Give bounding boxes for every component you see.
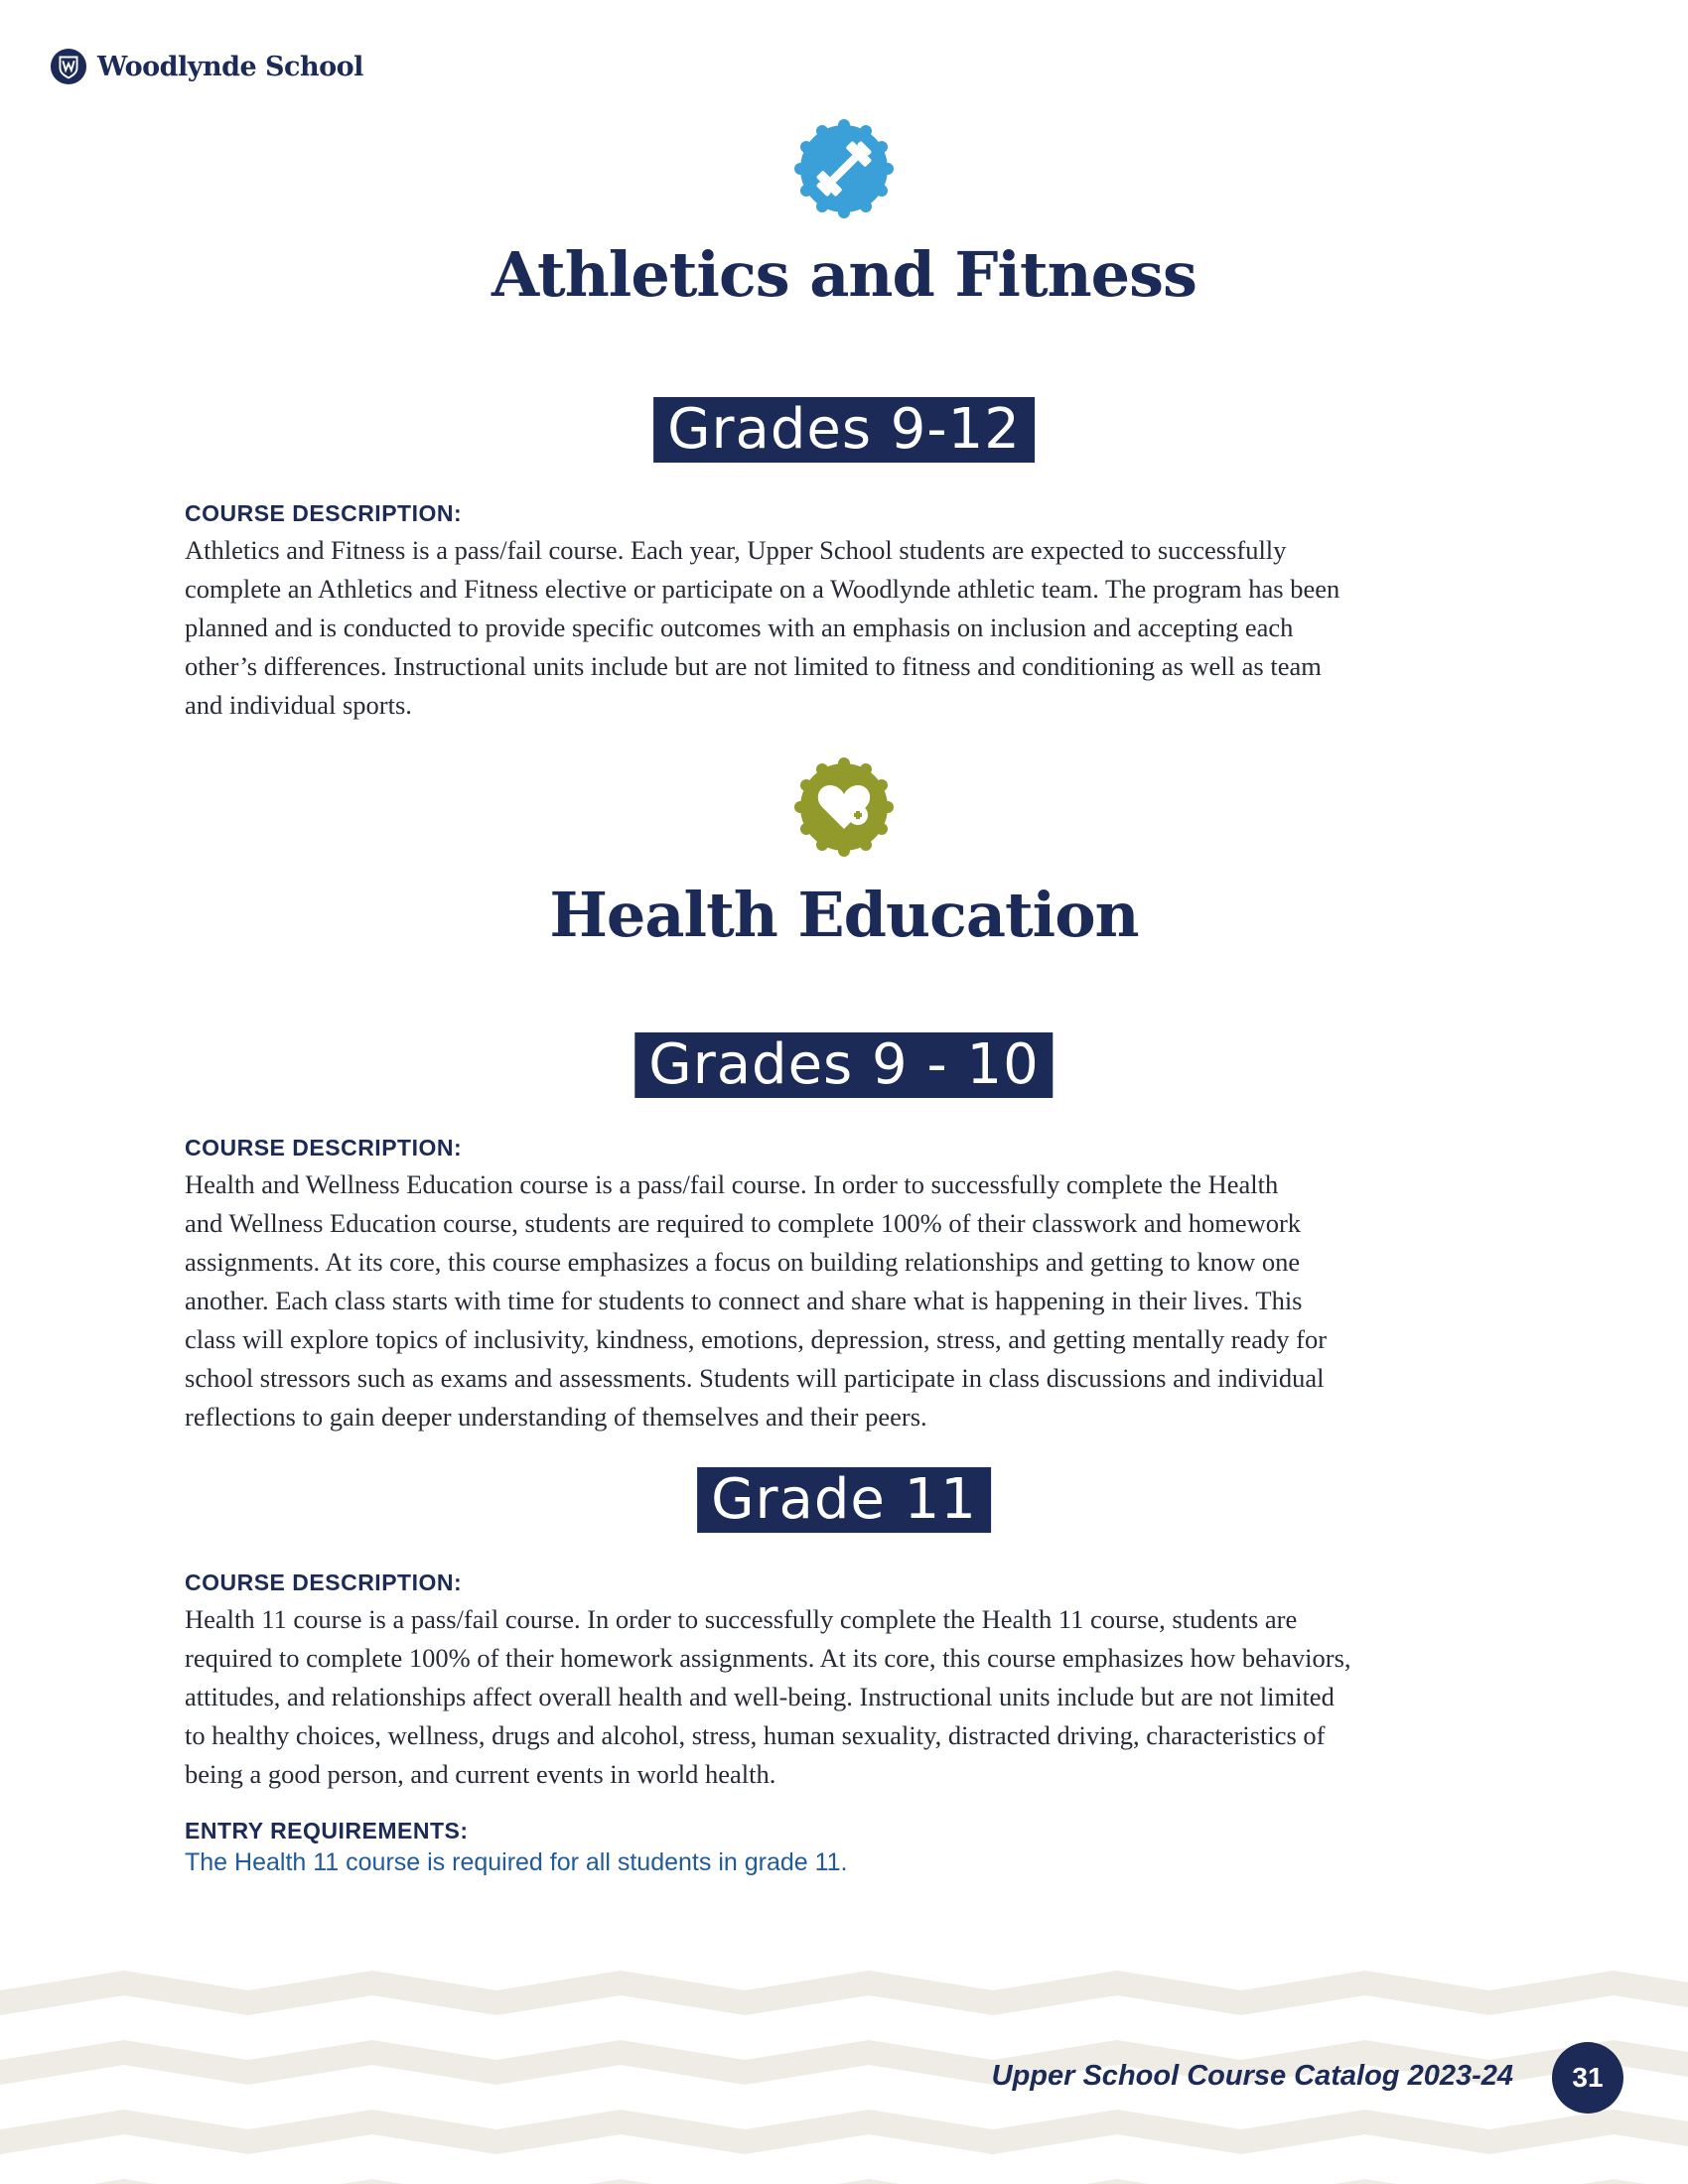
school-name: Woodlynde School bbox=[97, 51, 363, 82]
athletics-description: Athletics and Fitness is a pass/fail course. Each year, Upper School students are expected to successfully complete an Athletics and Fitness elective or participate on a Woodlynde athletic team. The program has been planned and is conducted to provide specific outcomes with an emphasis on inclusion and accepting each other’s differences. Instructional units include but are not limited to fitness and conditioning as well as team and individual sports. bbox=[185, 535, 1340, 720]
catalog-title: Upper School Course Catalog 2023-24 bbox=[991, 2060, 1513, 2092]
grade-heading-9-12: Grades 9-12 bbox=[653, 397, 1035, 463]
school-crest-icon bbox=[50, 48, 87, 85]
course-description-label: COURSE DESCRIPTION: bbox=[185, 1570, 463, 1595]
entry-requirements-text: The Health 11 course is required for all students in grade 11. bbox=[185, 1848, 848, 1876]
health-11-description: Health 11 course is a pass/fail course. In order to successfully complete the Health 11 course, students are required to complete 100% of their homework assignments. At its core, this course emphasizes how behaviors, attitudes, and relationships affect overall health and well-being. Instructional units include but are not limited to healthy choices, wellness, drugs and alcohol, stress, human sexuality, distracted driving, characteristics of being a good person, and current events in world health. bbox=[185, 1604, 1351, 1789]
dumbbell-icon bbox=[794, 119, 894, 218]
course-description-label: COURSE DESCRIPTION: bbox=[185, 500, 463, 526]
course-description-label: COURSE DESCRIPTION: bbox=[185, 1135, 463, 1160]
grade-heading-9-10: Grades 9 - 10 bbox=[634, 1032, 1053, 1098]
grade-heading-11: Grade 11 bbox=[697, 1467, 991, 1533]
heart-plus-icon bbox=[794, 757, 894, 857]
page-number: 31 bbox=[1552, 2042, 1623, 2114]
health-9-10-description: Health and Wellness Education course is a pass/fail course. In order to successfully complete the Health and Wellness Education course, students are required to complete 100% of their classwork and homework assignments. At its core, this course emphasizes a focus on building relationships and getting to know one another. Each class starts with time for students to connect and share what is happening in their lives. This class will explore topics of inclusivity, kindness, emotions, depression, stress, and getting mentally ready for school stressors such as exams and assessments. Students will participate in class discussions and individual reflections to gain deeper understanding of themselves and their peers. bbox=[185, 1169, 1328, 1432]
entry-requirements-label: ENTRY REQUIREMENTS: bbox=[185, 1818, 469, 1843]
school-logo bbox=[50, 48, 363, 85]
section-title-athletics: Athletics and Fitness bbox=[492, 238, 1196, 311]
section-title-health: Health Education bbox=[549, 879, 1139, 951]
